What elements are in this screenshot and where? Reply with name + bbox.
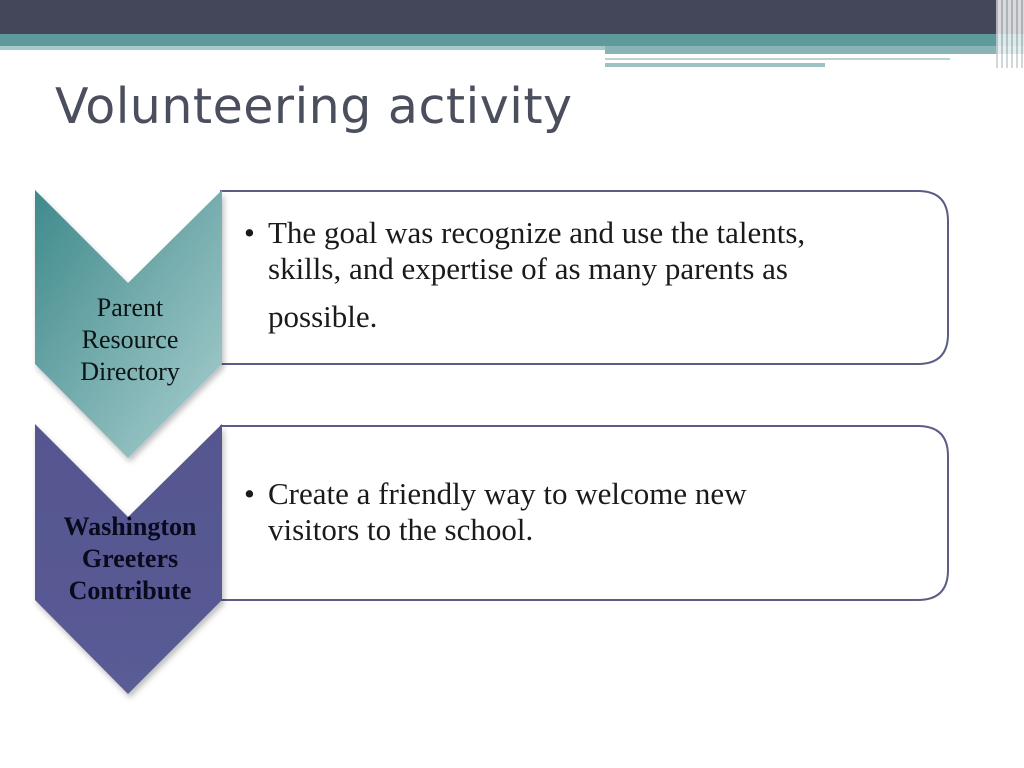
bullet-line: The goal was recognize and use the talents, [268,215,806,250]
slide-title: Volunteering activity [55,78,573,135]
bullet-dot-icon: • [244,215,255,250]
bullet-line: visitors to the school. [268,512,534,547]
bullet-line: possible. [268,299,378,334]
chevron-label-line: Resource [81,325,179,354]
chevron-label-line: Directory [80,357,180,386]
bullet-text-1 [244,215,806,335]
chevron-label-line: Greeters [81,544,179,573]
bullet-line: Create a friendly way to welcome new [268,476,747,511]
bullet-line: skills, and expertise of as many parents as [268,251,788,286]
chevron-label-line: Washington [63,512,197,541]
bullet-text-2 [244,476,747,548]
chevron-label-washington-greeters [35,511,225,607]
chevron-label-line: Contribute [68,576,192,605]
chevron-label-line: Parent [96,293,164,322]
bullet-dot-icon: • [244,476,255,511]
chevron-label-parent-resource-directory [35,292,225,388]
